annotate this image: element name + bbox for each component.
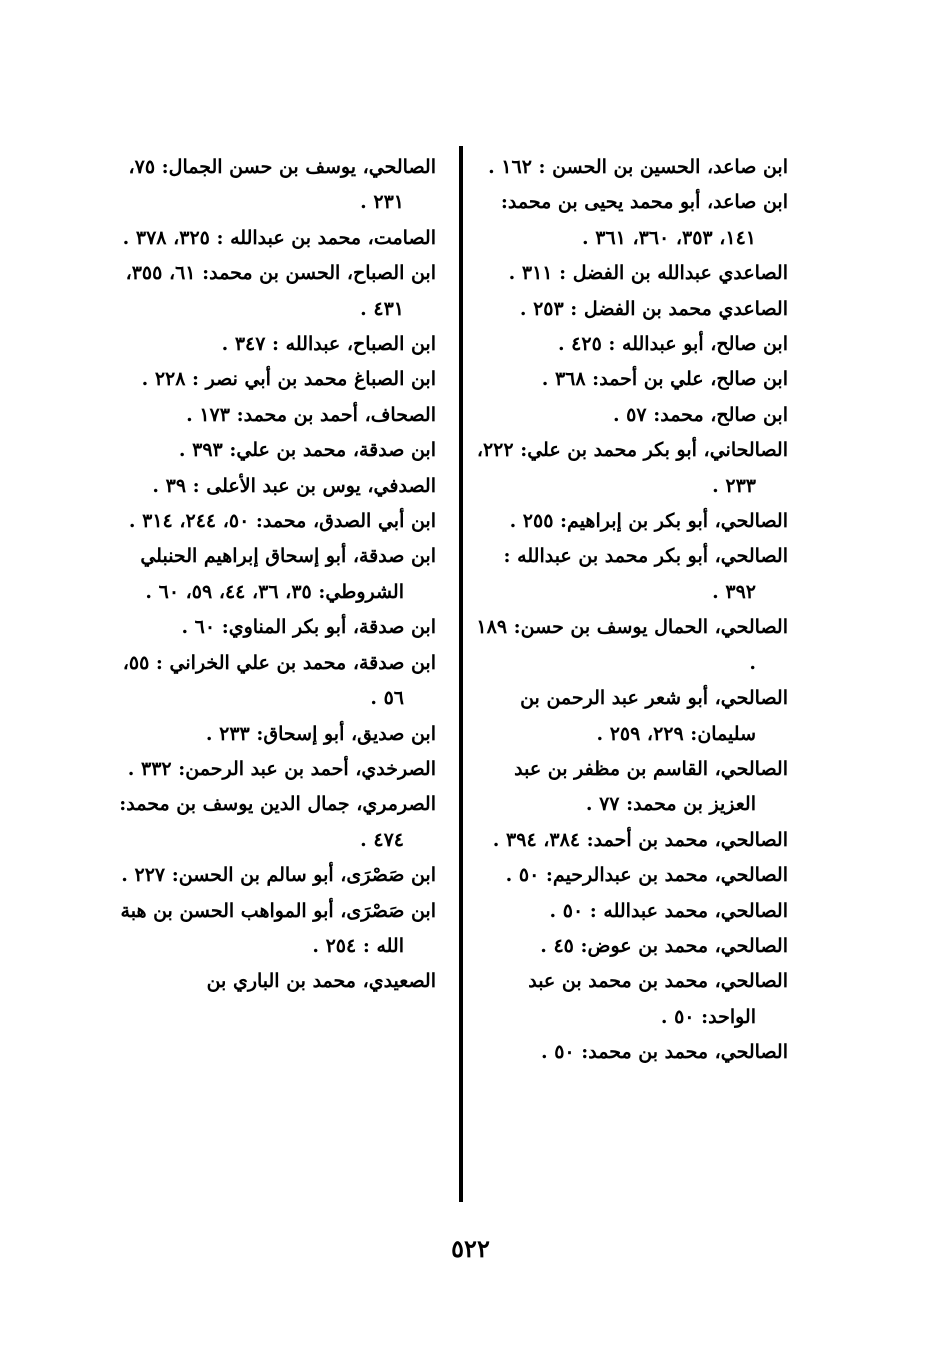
index-entry: الصاعدي عبدالله بن الفضل : ٣١١ . [508,262,788,285]
index-entry: ابن الصباح، عبدالله : ٣٤٧ . [221,333,436,356]
index-entry: الصاعدي محمد بن الفضل : ٢٥٣ . [519,297,788,320]
index-entry: ابن صَصْرَى، أبو المواهب الحسن بن هبة الله : ٢٥٤ . [120,899,436,957]
index-entry: ابن صديق، أبو إسحاق: ٢٣٣ . [205,722,436,745]
index-entry: الصالحي، محمد بن عبدالرحيم: ٥٠ . [505,864,788,887]
index-entry: ابن صَصْرَى، أبو سالم بن الحسن: ٢٢٧ . [121,864,436,887]
index-entry: الصالحي، محمد بن محمد: ٥٠ . [540,1041,788,1064]
index-entry: ابن صدقة، أبو إسحاق إبراهيم الحنبلي الشروطي: ٣٥، ٣٦، ٤٤، ٥٩، ٦٠ . [140,545,436,603]
column-divider [459,146,463,1202]
index-entry: الصالحي، يوسف بن حسن الجمال: ٧٥، ٢٣١ . [128,156,436,214]
index-entry: الصالحي، محمد عبدالله : ٥٠ . [549,899,788,922]
index-entry: ابن الصباح، الحسن بن محمد: ٦١، ٣٥٥، ٤٣١ . [125,262,436,320]
index-entry: الصالحي، محمد بن عوض: ٤٥ . [540,934,788,957]
index-entry: ابن صدقة، أبو بكر المناوي: ٦٠ . [181,616,436,639]
index-entry: الصرمري، جمال الدين يوسف بن محمد: ٤٧٤ . [119,793,436,851]
index-entry: الصالحي، الحمال يوسف بن حسن: ١٨٩ . [476,616,788,674]
index-entry: الصالحاني، أبو بكر محمد بن علي: ٢٢٢، ٢٣٣ . [476,439,788,497]
index-entry: ابن الصباغ محمد بن أبي نصر : ٢٢٨ . [141,368,436,391]
index-entry: ابن صالح، أبو عبدالله : ٤٢٥ . [557,333,788,356]
index-entry: الصالحي، القاسم بن مظفر بن عبد العزيز بن محمد: ٧٧ . [514,757,788,816]
index-entry: ابن صاعد، أبو محمد يحيى بن محمد: ١٤١، ٣٥٣، ٣٦٠، ٣٦١ . [500,191,788,249]
index-entry: ابن صدقة، محمد بن علي: ٣٩٣ . [178,439,436,462]
index-entry: ابن صاعد، الحسين بن الحسن : ١٦٢ . [488,156,788,178]
index-entry: الصالحي، أبو بكر محمد بن عبدالله : ٣٩٢ . [503,545,788,603]
index-entry: الصدفي، يوس بن عبد الأعلى : ٣٩ . [152,474,436,497]
index-entry: الصعيدي، محمد بن الباري بن [206,970,436,993]
index-entry: الصالحي، محمد بن محمد بن عبد الواحد: ٥٠ . [528,970,788,1028]
index-entry: الصرخدي، أحمد بن عبد الرحمن: ٣٣٢ . [127,757,436,780]
page-number: ٥٢٢ [451,1234,490,1263]
left-column [112,150,436,1000]
index-entry: الصالحي، محمد بن أحمد: ٣٨٤، ٣٩٤ . [492,828,788,851]
index-entry: ابن صدقة، محمد بن علي الخراني : ٥٥، ٥٦ . [122,651,436,710]
index-entry: الصامت، محمد بن عبدالله : ٣٢٥، ٣٧٨ . [122,226,436,249]
right-column [470,150,788,1071]
index-entry: الصالحي، أبو شعر عبد الرحمن بن سليمان: ٢٢٩، ٢٥٩ . [520,687,788,745]
index-entry: الصالحي، أبو بكر بن إبراهيم: ٢٥٥ . [509,510,788,533]
index-entry: ابن صالح، محمد: ٥٧ . [612,403,788,426]
index-entry: ابن صالح، علي بن أحمد: ٣٦٨ . [541,368,788,391]
index-entry: الصحاف، أحمد بن محمد: ١٧٣ . [186,403,436,426]
index-entry: ابن أبي الصدق، محمد: ٥٠، ٢٤٤، ٣١٤ . [128,510,436,533]
